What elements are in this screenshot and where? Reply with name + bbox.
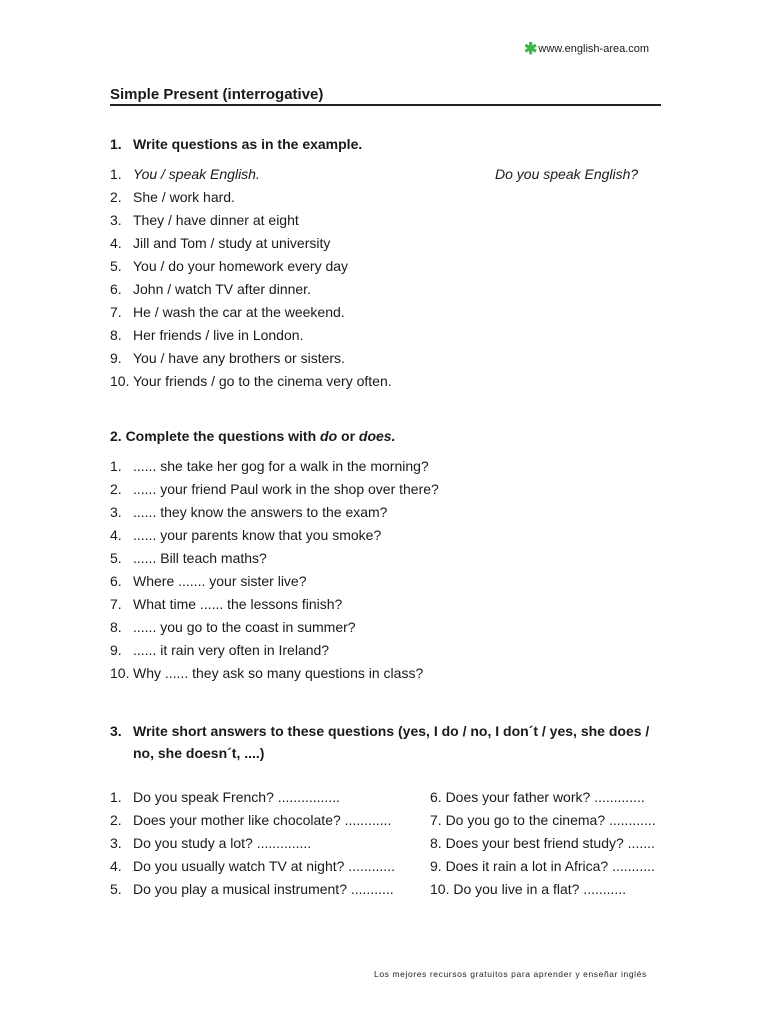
section3-right-list xyxy=(430,786,670,901)
section1-list xyxy=(110,163,670,393)
list-item: 9. ...... it rain very often in Ireland? xyxy=(110,642,330,658)
section3-left-list xyxy=(110,786,420,901)
section3-heading-text: Write short answers to these questions (yes, I do / no, I don´t / yes, she does / no, she doesn´t, ....) xyxy=(133,723,650,761)
list-item: 6. Where ....... your sister live? xyxy=(110,573,307,589)
list-item: 10. Why ...... they ask so many questions in class? xyxy=(110,665,424,681)
section3-number: 3. xyxy=(110,723,122,739)
list-item: 3. Do you study a lot? .............. xyxy=(110,835,312,851)
word-does: does. xyxy=(358,428,396,444)
list-item: 1. You / speak English. Do you speak English? xyxy=(110,163,670,186)
section1-heading xyxy=(110,136,362,152)
list-item: 6. John / watch TV after dinner. xyxy=(110,281,311,297)
list-item: 3. ...... they know the answers to the exam? xyxy=(110,504,388,520)
section1-heading-text: Write questions as in the example. xyxy=(133,136,363,152)
list-item: 4. Do you usually watch TV at night? ............ xyxy=(110,858,395,874)
list-item: 2. ...... your friend Paul work in the shop over there? xyxy=(110,481,439,497)
section2-list xyxy=(110,455,670,685)
list-item: 8. Her friends / live in London. xyxy=(110,327,304,343)
list-item: 2. Does your mother like chocolate? ............ xyxy=(110,812,392,828)
list-item: 9. You / have any brothers or sisters. xyxy=(110,350,345,366)
list-item: 1. ...... she take her gog for a walk in the morning? xyxy=(110,458,429,474)
list-item: 7. He / wash the car at the weekend. xyxy=(110,304,345,320)
example-answer: Do you speak English? xyxy=(495,166,639,182)
site-header xyxy=(524,40,650,58)
list-item: 7. Do you go to the cinema? ............ xyxy=(430,812,656,828)
list-item: 4. Jill and Tom / study at university xyxy=(110,235,331,251)
green-asterisk-icon: ✱ xyxy=(524,40,538,58)
list-item: 8. Does your best friend study? ....... xyxy=(430,835,655,851)
list-item: 5. You / do your homework every day xyxy=(110,258,349,274)
word-do: do xyxy=(320,428,338,444)
section1-number: 1. xyxy=(110,136,122,152)
list-item: 4. ...... your parents know that you smoke? xyxy=(110,527,382,543)
list-item: 10. Your friends / go to the cinema very often. xyxy=(110,373,392,389)
section3-heading xyxy=(110,720,670,764)
section2-heading: 2. Complete the questions with do or does. xyxy=(110,428,396,444)
list-item: 6. Does your father work? ............. xyxy=(430,789,645,805)
section2-number: 2 xyxy=(110,428,118,444)
list-item: 7. What time ...... the lessons finish? xyxy=(110,596,343,612)
list-item: 5. ...... Bill teach maths? xyxy=(110,550,267,566)
list-item: 1. Do you speak French? ................ xyxy=(110,789,340,805)
list-item: 10. Do you live in a flat? ........... xyxy=(430,881,627,897)
list-item: 5. Do you play a musical instrument? ........... xyxy=(110,881,394,897)
title-underline xyxy=(110,104,661,106)
page-title: Simple Present (interrogative) xyxy=(110,86,324,103)
list-item: 2. She / work hard. xyxy=(110,189,235,205)
footer-text: Los mejores recursos gratuitos para aprender y enseñar inglés xyxy=(374,969,647,979)
list-item: 3. They / have dinner at eight xyxy=(110,212,299,228)
site-url: www.english-area.com xyxy=(538,43,650,55)
list-item: 8. ...... you go to the coast in summer? xyxy=(110,619,356,635)
list-item: 9. Does it rain a lot in Africa? ........... xyxy=(430,858,655,874)
